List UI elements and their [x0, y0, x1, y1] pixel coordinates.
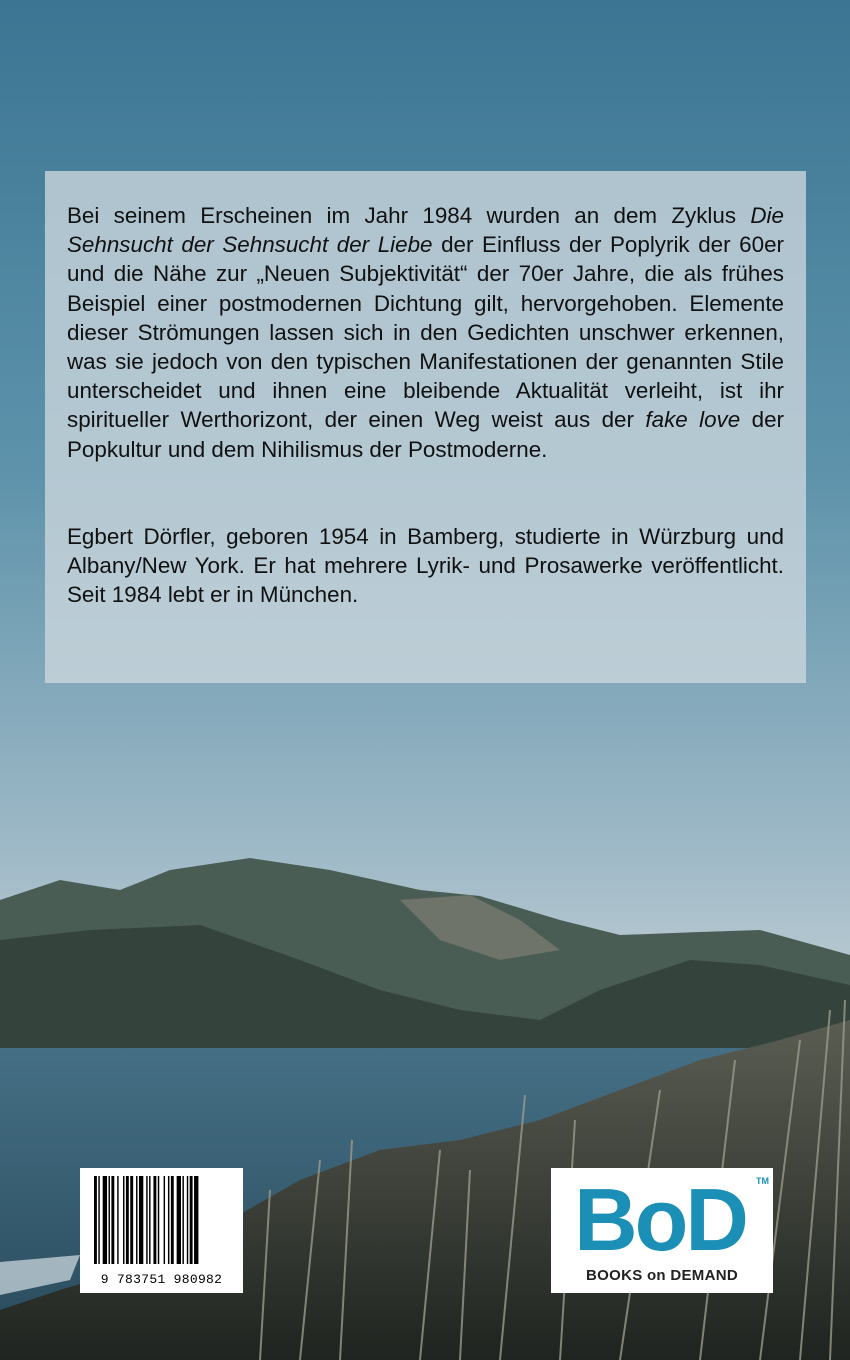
- barcode-bar: [146, 1176, 147, 1264]
- bod-publisher-logo: [551, 1168, 773, 1293]
- barcode-bar: [187, 1176, 188, 1264]
- barcode-bar: [164, 1176, 165, 1264]
- back-cover-text-panel: [45, 171, 806, 683]
- blurb-text-3: der Popkultur und dem Nihilismus der Postmoderne.: [67, 407, 784, 462]
- isbn-number: 9 783751 980982: [100, 1272, 223, 1287]
- barcode-bar: [149, 1176, 150, 1264]
- barcode-bar: [130, 1176, 133, 1264]
- barcode-bar: [190, 1176, 193, 1264]
- barcode-bar: [168, 1176, 169, 1264]
- barcode-bar: [126, 1176, 129, 1264]
- barcode-bar: [103, 1176, 107, 1264]
- blurb-text-1: Bei seinem Erscheinen im Jahr 1984 wurden an dem Zyklus: [67, 203, 751, 228]
- barcode-bar: [171, 1176, 174, 1264]
- barcode-bar: [94, 1176, 97, 1264]
- barcode-bar: [117, 1176, 118, 1264]
- barcode-bar: [182, 1176, 183, 1264]
- barcode-bar: [136, 1176, 137, 1264]
- book-title-italic: Die Sehnsucht der Sehnsucht der Liebe: [67, 203, 784, 258]
- barcode-bar: [139, 1176, 143, 1264]
- isbn-barcode: [80, 1168, 243, 1293]
- blurb-text-2: der Einfluss der Poplyrik der 60er und die Nähe zur „Neuen Subjektivität“ der 70er Jahre, die als frühes Beispiel einer postmodernen Dichtung gilt, hervorgehoben. Elemente dieser Strömungen lassen sich in den Gedichten unschwer erkennen, was sie jedoch von den typischen Manifestationen der genannten Stile unterscheidet und ihnen eine bleibende Aktualität verleiht, ist ihr spiritueller Werthorizont, der einen Weg weist aus der: [67, 232, 784, 433]
- barcode-bar: [111, 1176, 114, 1264]
- barcode-bar: [109, 1176, 110, 1264]
- barcode-bar: [98, 1176, 99, 1264]
- author-bio: Egbert Dörfler, geboren 1954 in Bamberg, studierte in Würzburg und Albany/New York. Er hat mehrere Lyrik- und Prosawerke veröffentlicht. Seit 1984 lebt er in München.: [67, 523, 784, 608]
- bod-logo-subtitle: BOOKS on DEMAND: [586, 1267, 738, 1284]
- trademark-symbol: TM: [756, 1176, 769, 1186]
- barcode-bar: [177, 1176, 181, 1264]
- blurb-paragraph: [67, 201, 784, 464]
- barcode-bar: [153, 1176, 156, 1264]
- barcode-bar: [123, 1176, 124, 1264]
- bod-logo-word: BoD: [574, 1170, 746, 1269]
- barcode-bar: [194, 1176, 198, 1264]
- fake-love-italic: fake love: [645, 407, 741, 433]
- barcode-bar: [158, 1176, 159, 1264]
